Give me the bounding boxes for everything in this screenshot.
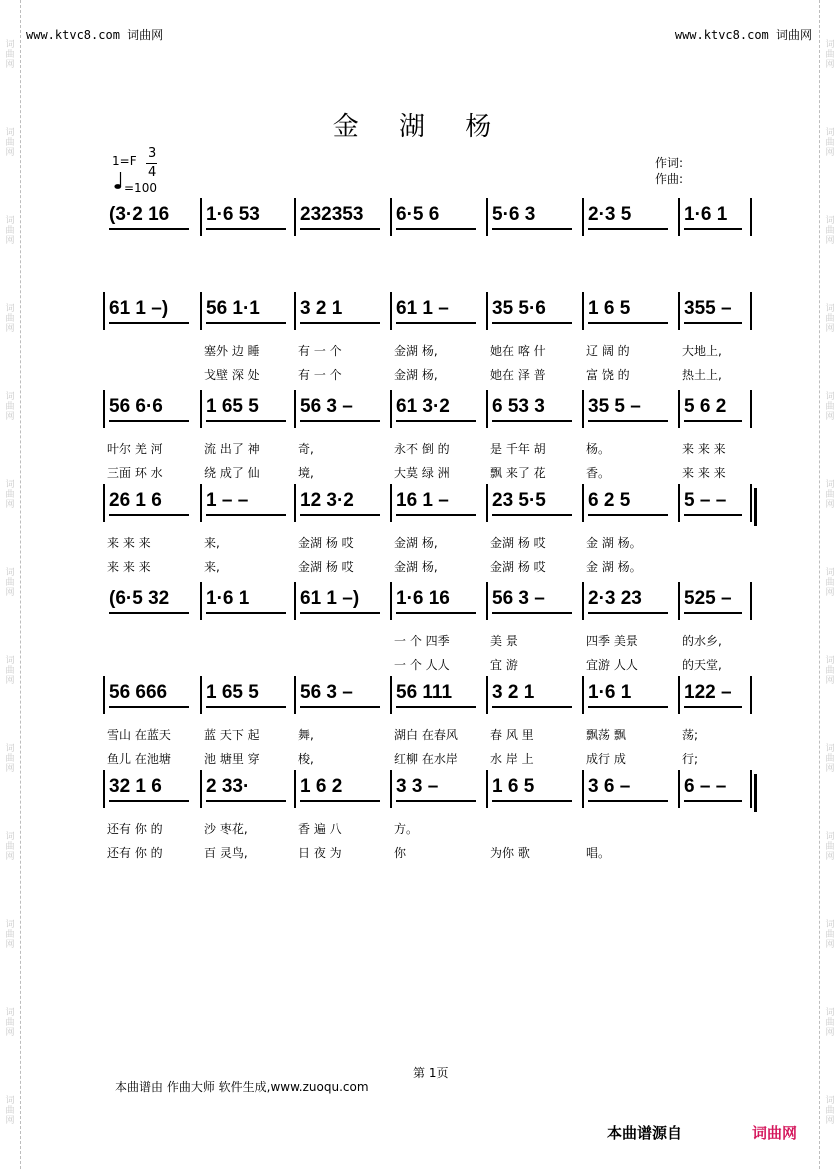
beam-line [109,420,189,422]
measure-notes: 56 111 [396,682,453,703]
measure-notes: 12 3·2 [300,490,354,511]
barline [390,582,392,620]
measure-notes: 2·3 23 [588,588,642,609]
barline [678,676,680,714]
barline [294,390,296,428]
measure-notes: 1·6 1 [206,588,250,609]
lyric-line-1: 金湖 杨 哎 [490,536,546,550]
lyric-line-1: 是 千年 胡 [490,442,546,456]
barline [200,770,202,808]
measure-notes: 1·6 53 [206,204,260,225]
measure-notes: 56 3 – [300,396,353,417]
beam-line [588,322,668,324]
measure-notes: (6·5 32 [109,588,170,609]
beam-line [300,322,380,324]
page-number: 第 1页 [413,1066,449,1080]
song-title: 金 湖 杨 [332,112,508,142]
lyric-line-1: 大地上, [682,344,722,358]
watermark-text: 词 曲 网 [825,392,835,422]
lyric-line-2: 唱。 [586,846,611,860]
lyric-line-2: 行; [682,752,699,766]
barline [582,676,584,714]
barline [486,198,488,236]
lyric-line-1: 香 遍 八 [298,822,342,836]
measure-notes: 3 2 1 [492,682,535,703]
watermark-text: 词 曲 网 [5,744,15,774]
watermark-text: 词 曲 网 [825,744,835,774]
lyric-line-1: 奇, [298,442,314,456]
measure-notes: 1 65 5 [206,396,259,417]
beam-line [206,322,286,324]
measure-notes: 26 1 6 [109,490,162,511]
lyric-line-2: 来, [204,560,220,574]
barline [486,484,488,522]
barline [678,770,680,808]
measure-notes: 61 1 –) [300,588,360,609]
measure-notes: (3·2 16 [109,204,170,225]
measure-notes: 56 3 – [492,588,545,609]
barline [582,770,584,808]
measure-notes: 5 6 2 [684,396,727,417]
lyric-line-1: 还有 你 的 [107,822,163,836]
barline [200,292,202,330]
watermark-text: 词 曲 网 [5,304,15,334]
lyric-line-2: 水 岸 上 [490,752,534,766]
measure-notes: 122 – [684,682,732,703]
measure-notes: 56 666 [109,682,168,703]
beam-line [396,228,476,230]
barline [678,292,680,330]
header-site-left: www.ktvc8.com 词曲网 [26,28,164,42]
measure-notes: 56 3 – [300,682,353,703]
beam-line [396,706,476,708]
lyric-line-1: 杨。 [586,442,611,456]
measure-notes: 35 5 – [588,396,641,417]
measure-notes: 5·6 3 [492,204,536,225]
lyric-line-1: 来, [204,536,220,550]
lyric-line-1: 塞外 边 睡 [204,344,260,358]
final-barline [754,774,757,812]
barline [390,770,392,808]
beam-line [684,612,742,614]
final-barline [754,488,757,526]
watermark-text: 词 曲 网 [825,832,835,862]
beam-line [300,800,380,802]
watermark-text: 词 曲 网 [825,568,835,598]
measure-notes: 2·3 5 [588,204,632,225]
beam-line [206,800,286,802]
barline [750,582,752,620]
watermark-text: 词 曲 网 [5,216,15,246]
lyric-line-1: 美 景 [490,634,518,648]
beam-line [588,706,668,708]
measure-notes: 61 1 –) [109,298,169,319]
barline [750,390,752,428]
source-brand-link[interactable]: 词曲网 [752,1124,798,1142]
barline [750,676,752,714]
lyric-line-2: 鱼儿 在池塘 [107,752,171,766]
lyric-line-2: 红柳 在水岸 [394,752,458,766]
barline [678,484,680,522]
watermark-text: 词 曲 网 [825,480,835,510]
key-signature: 1=F [112,154,137,168]
measure-notes: 3 6 – [588,776,631,797]
barline [582,292,584,330]
barline [390,484,392,522]
measure-notes: 2 33· [206,776,250,797]
beam-line [492,800,572,802]
watermark-text: 词 曲 网 [5,480,15,510]
lyric-line-1: 她在 喀 什 [490,344,546,358]
beam-line [396,514,476,516]
barline [294,582,296,620]
watermark-text: 词 曲 网 [825,656,835,686]
measure-notes: 1 6 5 [588,298,631,319]
beam-line [492,514,572,516]
measure-notes: 1 6 5 [492,776,535,797]
beam-line [109,800,189,802]
barline [200,198,202,236]
measure-notes: 6 – – [684,776,727,797]
beam-line [588,228,668,230]
lyric-line-2: 三面 环 水 [107,466,163,480]
beam-line [300,612,380,614]
lyric-line-1: 飘荡 飘 [586,728,626,742]
beam-line [109,706,189,708]
lyric-line-1: 湖白 在春风 [394,728,458,742]
lyric-line-1: 金湖 杨, [394,536,438,550]
quarter-note-icon [114,172,121,189]
barline [200,390,202,428]
beam-line [109,228,189,230]
lyric-line-1: 来 来 来 [682,442,726,456]
beam-line [300,228,380,230]
measure-notes: 35 5·6 [492,298,546,319]
barline [200,582,202,620]
time-signature-top: 3 [148,146,157,161]
barline [103,292,105,330]
barline [750,198,752,236]
lyric-line-1: 永不 倒 的 [394,442,450,456]
measure-notes: 16 1 – [396,490,449,511]
watermark-text: 词 曲 网 [825,920,835,950]
barline [486,390,488,428]
measure-notes: 61 3·2 [396,396,450,417]
lyric-line-2: 池 塘里 穿 [204,752,260,766]
time-signature-bottom: 4 [148,165,157,180]
measure-notes: 32 1 6 [109,776,162,797]
lyric-line-1: 金湖 杨 哎 [298,536,354,550]
watermark-text: 词 曲 网 [825,1096,835,1126]
beam-line [396,612,476,614]
lyric-line-2: 金 湖 杨。 [586,560,642,574]
watermark-text: 词 曲 网 [825,304,835,334]
lyric-line-2: 金湖 杨 哎 [490,560,546,574]
lyric-line-2: 来 来 来 [107,560,151,574]
measure-notes: 23 5·5 [492,490,546,511]
barline [486,676,488,714]
lyric-line-1: 流 出了 神 [204,442,260,456]
beam-line [109,612,189,614]
lyric-line-2: 宜 游 [490,658,518,672]
lyric-line-2: 成行 成 [586,752,626,766]
lyric-line-1: 辽 阔 的 [586,344,630,358]
barline [486,582,488,620]
measure-notes: 1 65 5 [206,682,259,703]
lyric-line-2: 日 夜 为 [298,846,342,860]
lyric-line-2: 富 饶 的 [586,368,630,382]
beam-line [492,706,572,708]
source-label: 本曲谱源自 [607,1124,683,1142]
barline [582,582,584,620]
lyric-line-2: 戈壁 深 处 [204,368,260,382]
barline [390,198,392,236]
lyric-line-1: 荡; [682,728,699,742]
beam-line [588,800,668,802]
lyric-line-2: 飘 来了 花 [490,466,546,480]
lyric-line-2: 金湖 杨, [394,368,438,382]
lyric-line-1: 沙 枣花, [204,822,248,836]
measure-notes: 1·6 16 [396,588,450,609]
measure-notes: 6·5 6 [396,204,440,225]
barline [294,484,296,522]
lyric-line-2: 的天堂, [682,658,722,672]
beam-line [588,420,668,422]
beam-line [206,228,286,230]
beam-line [300,420,380,422]
beam-line [206,514,286,516]
measure-notes: 61 1 – [396,298,449,319]
lyric-line-2: 梭, [298,752,314,766]
lyric-line-1: 雪山 在蓝天 [107,728,171,742]
beam-line [206,420,286,422]
lyric-line-1: 来 来 来 [107,536,151,550]
measure-notes: 1 6 2 [300,776,343,797]
measure-notes: 5 – – [684,490,727,511]
beam-line [492,612,572,614]
lyric-line-2: 金湖 杨, [394,560,438,574]
lyric-line-1: 舞, [298,728,314,742]
beam-line [684,514,742,516]
beam-line [206,612,286,614]
lyricist-label: 作词: [655,156,684,170]
lyric-line-1: 一 个 四季 [394,634,450,648]
watermark-text: 词 曲 网 [825,1008,835,1038]
barline [103,676,105,714]
measure-notes: 1·6 1 [684,204,728,225]
measure-notes: 56 6·6 [109,396,163,417]
beam-line [109,514,189,516]
tempo-marking: =100 [124,181,157,195]
beam-line [492,228,572,230]
lyric-line-2: 来 来 来 [682,466,726,480]
lyric-line-1: 四季 美景 [586,634,638,648]
measure-notes: 6 2 5 [588,490,631,511]
measure-notes: 56 1·1 [206,298,260,319]
watermark-text: 词 曲 网 [825,40,835,70]
measure-notes: 1·6 1 [588,682,632,703]
watermark-text: 词 曲 网 [5,392,15,422]
lyric-line-2: 热土上, [682,368,722,382]
watermark-text: 词 曲 网 [5,568,15,598]
measure-notes: 525 – [684,588,732,609]
lyric-line-1: 金 湖 杨。 [586,536,642,550]
barline [750,770,752,808]
lyric-line-1: 金湖 杨, [394,344,438,358]
measure-notes: 1 – – [206,490,249,511]
watermark-text: 词 曲 网 [5,1096,15,1126]
composer-label: 作曲: [655,172,684,186]
barline [750,484,752,522]
lyric-line-1: 春 风 里 [490,728,534,742]
watermark-text: 词 曲 网 [5,128,15,158]
barline [678,390,680,428]
barline [103,770,105,808]
barline [294,676,296,714]
barline [294,198,296,236]
watermark-text: 词 曲 网 [5,920,15,950]
watermark-text: 词 曲 网 [5,656,15,686]
measure-notes: 232353 [300,204,364,225]
beam-line [492,322,572,324]
barline [582,390,584,428]
watermark-text: 词 曲 网 [5,832,15,862]
beam-line [396,420,476,422]
watermark-text: 词 曲 网 [5,1008,15,1038]
beam-line [588,514,668,516]
beam-line [684,800,742,802]
beam-line [396,800,476,802]
barline [200,676,202,714]
lyric-line-1: 方。 [394,822,419,836]
measure-notes: 3 2 1 [300,298,343,319]
lyric-line-2: 大莫 绿 洲 [394,466,450,480]
barline [486,770,488,808]
barline [390,292,392,330]
lyric-line-2: 你 [394,846,407,860]
beam-line [109,322,189,324]
lyric-line-2: 香。 [586,466,611,480]
header-site-right: www.ktvc8.com 词曲网 [674,28,812,42]
lyric-line-2: 宜游 人人 [586,658,638,672]
barline [200,484,202,522]
barline [678,198,680,236]
barline [486,292,488,330]
lyric-line-1: 的水乡, [682,634,722,648]
beam-line [684,322,742,324]
measure-notes: 6 53 3 [492,396,545,417]
watermark-text: 词 曲 网 [5,40,15,70]
beam-line [396,322,476,324]
lyric-line-2: 还有 你 的 [107,846,163,860]
lyric-line-2: 为你 歌 [490,846,530,860]
barline [582,198,584,236]
barline [678,582,680,620]
lyric-line-2: 绕 成了 仙 [204,466,260,480]
lyric-line-2: 一 个 人人 [394,658,450,672]
barline [294,292,296,330]
beam-line [684,420,742,422]
lyric-line-1: 叶尔 羌 河 [107,442,163,456]
lyric-line-2: 有 一 个 [298,368,342,382]
time-signature-line [146,163,157,164]
watermark-text: 词 曲 网 [825,216,835,246]
measure-notes: 355 – [684,298,732,319]
lyric-line-2: 百 灵鸟, [204,846,248,860]
beam-line [300,706,380,708]
lyric-line-1: 蓝 天下 起 [204,728,260,742]
barline [103,484,105,522]
barline [390,390,392,428]
lyric-line-1: 有 一 个 [298,344,342,358]
lyric-line-2: 境, [298,466,314,480]
watermark-text: 词 曲 网 [825,128,835,158]
measure-notes: 3 3 – [396,776,439,797]
barline [294,770,296,808]
beam-line [206,706,286,708]
lyric-line-2: 她在 泽 普 [490,368,546,382]
beam-line [684,228,742,230]
barline [103,390,105,428]
beam-line [588,612,668,614]
lyric-line-2: 金湖 杨 哎 [298,560,354,574]
barline [390,676,392,714]
barline [750,292,752,330]
beam-line [492,420,572,422]
beam-line [300,514,380,516]
beam-line [684,706,742,708]
generator-credit: 本曲谱由 作曲大师 软件生成,www.zuoqu.com [115,1080,369,1094]
barline [582,484,584,522]
